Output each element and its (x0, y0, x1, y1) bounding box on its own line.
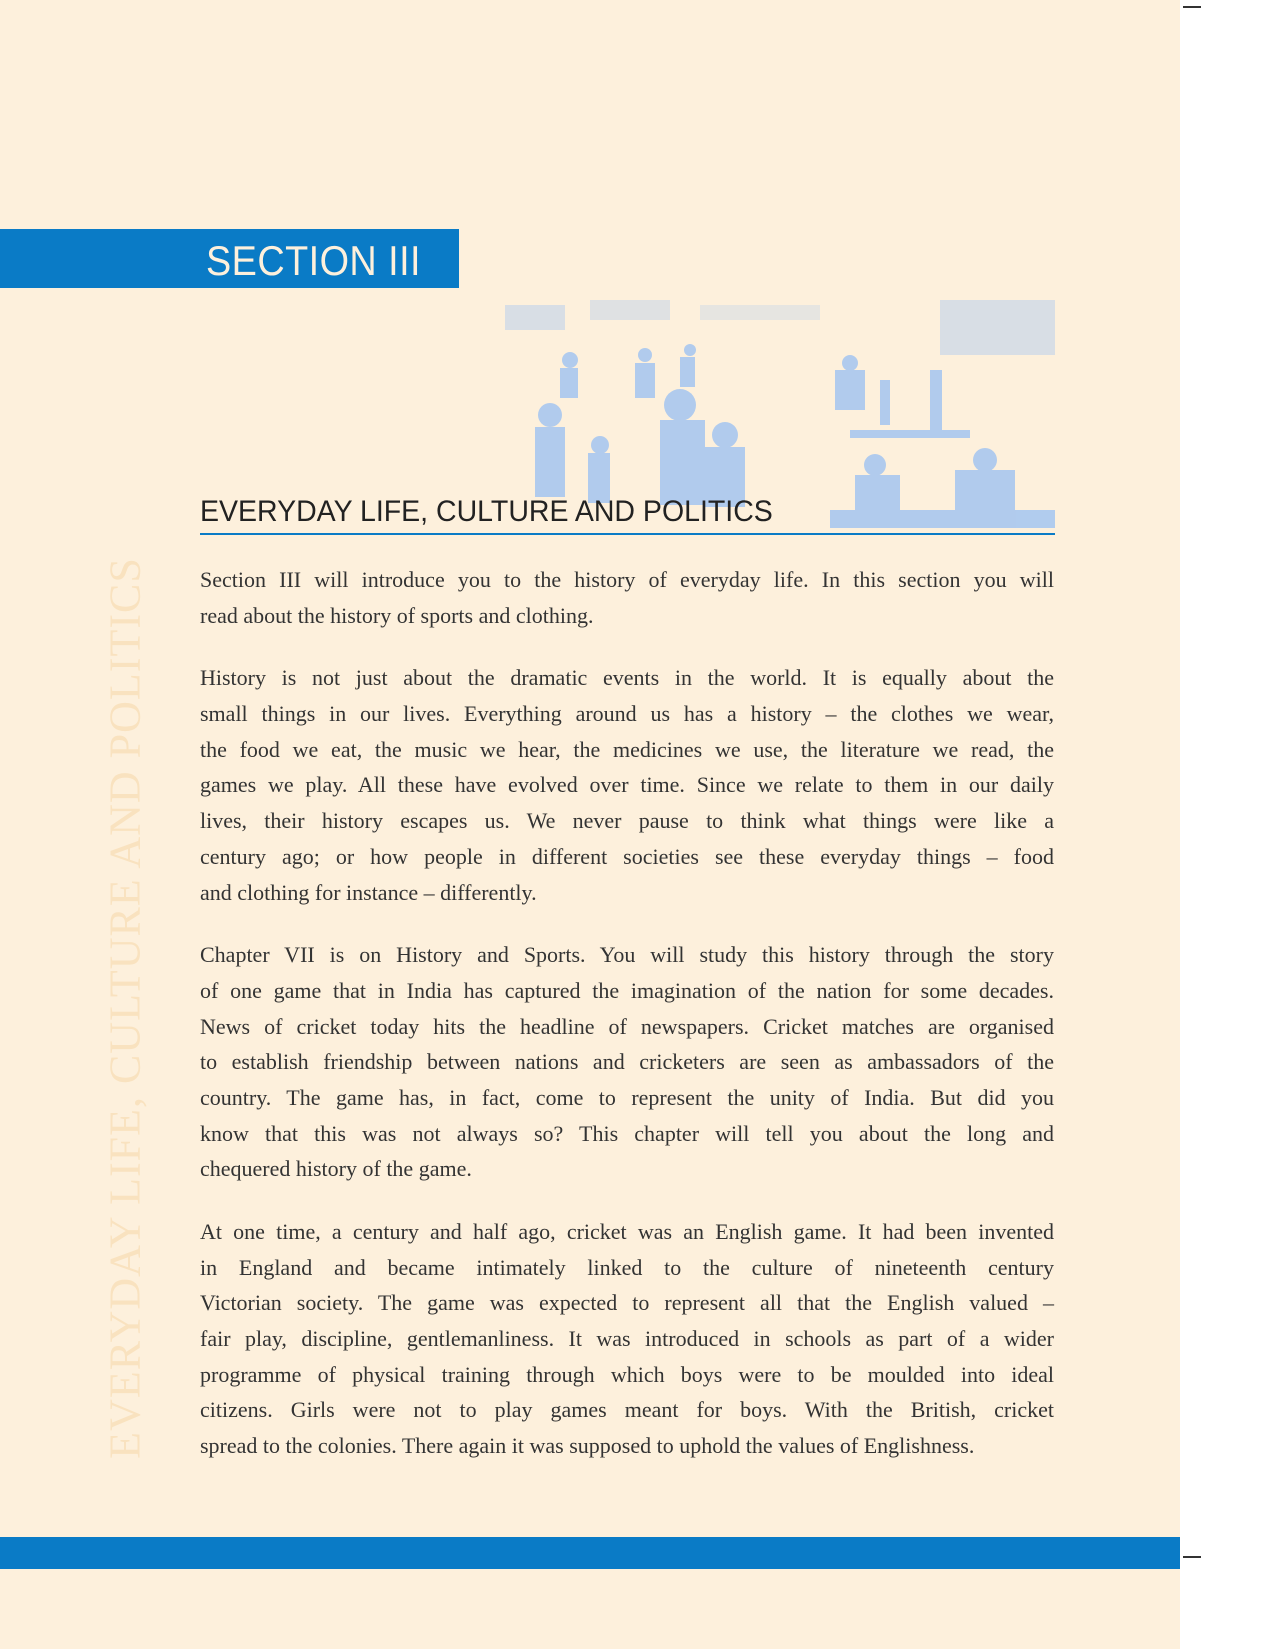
text-line: chequered history of the game. (200, 1156, 472, 1182)
text-line: and clothing for instance – differently. (200, 879, 537, 905)
text-line: the food we eat, the music we hear, the medicines we use, the literature we read, the (200, 736, 1054, 762)
text-line: spread to the colonies. There again it was supposed to uphold the values of Englishness. (200, 1433, 975, 1459)
crop-mark-bottom (1183, 1556, 1201, 1558)
section-banner (0, 229, 459, 288)
text-line: games we play. All these have evolved over time. Since we relate to them in our daily (200, 772, 1054, 798)
text-line: News of cricket today hits the headline of newspapers. Cricket matches are organised (200, 1013, 1054, 1039)
text-line: of one game that in India has captured the imagination of the nation for some decades. (200, 977, 1054, 1003)
paragraph (200, 1214, 1054, 1464)
paragraph (200, 937, 1054, 1187)
cricket-illustration (500, 285, 1060, 530)
text-line: read about the history of sports and clothing. (200, 602, 594, 628)
text-line: century ago; or how people in different societies see these everyday things – food (200, 843, 1054, 869)
text-line: History is not just about the dramatic events in the world. It is equally about the (200, 665, 1054, 691)
text-line: small things in our lives. Everything around us has a history – the clothes we wear, (200, 701, 1054, 727)
text-line: programme of physical training through which boys were to be moulded into ideal (200, 1361, 1054, 1387)
heading-underline (200, 533, 1055, 535)
text-line: fair play, discipline, gentlemanliness. It was introduced in schools as part of a wider (200, 1326, 1054, 1352)
text-line: citizens. Girls were not to play games meant for boys. With the British, cricket (200, 1397, 1054, 1423)
text-line: in England and became intimately linked to the culture of nineteenth century (200, 1254, 1054, 1280)
text-line: Section III will introduce you to the history of everyday life. In this section you will (200, 567, 1054, 592)
text-line: country. The game has, in fact, come to represent the unity of India. But did you (200, 1084, 1054, 1110)
crop-mark-top (1183, 6, 1201, 8)
page-heading: EVERYDAY LIFE, CULTURE AND POLITICS (200, 495, 773, 528)
text-line: At one time, a century and half ago, cricket was an English game. It had been invented (200, 1219, 1054, 1244)
body-text (200, 562, 1054, 1491)
section-label: SECTION III (206, 237, 421, 284)
text-line: to establish friendship between nations and cricketers are seen as ambassadors of the (200, 1049, 1054, 1075)
text-line: Chapter VII is on History and Sports. You will study this history through the story (200, 942, 1054, 968)
text-line: Victorian society. The game was expected to represent all that the English valued – (200, 1290, 1054, 1316)
side-title: EVERYDAY LIFE, CULTURE AND POLITICS (100, 557, 150, 1459)
footer-bar (0, 1537, 1180, 1569)
text-line: lives, their history escapes us. We never pause to think what things were like a (200, 808, 1054, 834)
text-line: know that this was not always so? This chapter will tell you about the long and (200, 1120, 1054, 1146)
paragraph (200, 660, 1054, 910)
paragraph (200, 562, 1054, 633)
